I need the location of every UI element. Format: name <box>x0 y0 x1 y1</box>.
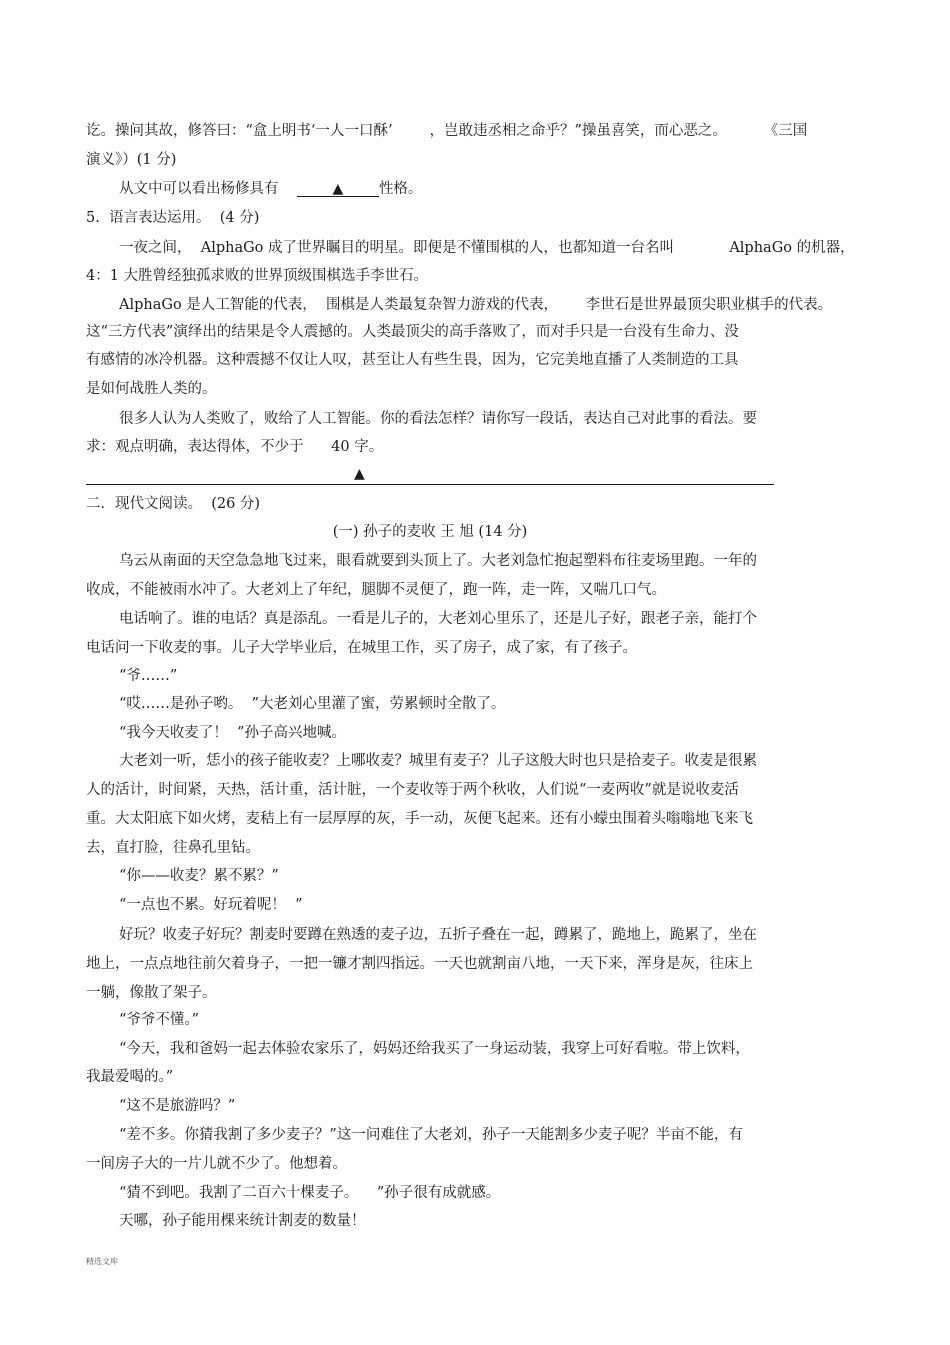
story-line: “哎……是孙子哟。 ”大老刘心里灌了蜜，劳累顿时全散了。 <box>119 696 506 712</box>
story-line: 地上，一点点地往前欠着身子，一把一镰才割四指远。一天也就割亩八地，一天下来，浑身是灰，往床上 <box>86 956 753 972</box>
story-line: 电话响了。谁的电话？真是添乱。一看是儿子的，大老刘心里乐了，还是儿子好，跟老子亲，能打个 <box>119 611 757 627</box>
fill-blank-line <box>119 179 422 199</box>
story-line: “差不多。你猜我割了多少麦子？”这一问难住了大老刘，孙子一天能割多少麦子呢？半亩不能，有 <box>119 1127 743 1143</box>
story-line: 一躺，像散了架子。 <box>86 985 217 1001</box>
story-line: “这不是旅游吗？” <box>119 1098 236 1114</box>
story-line: 去，直打脸，往鼻孔里钻。 <box>86 840 260 856</box>
story-line: 大老刘一听，恁小的孩子能收麦？上哪收麦？城里有麦子？儿子这般大时也只是拾麦子。收麦是很累 <box>119 753 757 769</box>
text-line: 求：观点明确，表达得体，不少于 40 字。 <box>86 439 384 455</box>
text-line: AlphaGo 是人工智能的代表， 围棋是人类最复杂智力游戏的代表， 李世石是世界最顶尖职业棋手的代表。 <box>119 297 833 313</box>
question-heading: 5. 语言表达运用。 (4 分) <box>86 210 260 226</box>
story-line: 电话问一下收麦的事。儿子大学毕业后，在城里工作，买了房子，成了家，有了孩子。 <box>86 640 637 656</box>
story-line: 乌云从南面的天空急急地飞过来，眼看就要到头顶上了。大老刘急忙抱起塑料布往麦场里跑。一年的 <box>119 553 757 569</box>
story-line: “我今天收麦了！ ”孙子高兴地喊。 <box>119 725 347 741</box>
story-line: 人的活计，时间紧，天热，活计重，活计脏，一个麦收等于两个秋收，人们说“一麦两收”就是说收麦活 <box>86 782 739 798</box>
page-footer: 精选文库 <box>86 1257 118 1266</box>
story-line: 我最爱喝的。” <box>86 1069 174 1085</box>
text-line: 讫。操问其故，修答曰：“盒上明书‘一人一口酥’ ，岂敢违丞相之命乎？”操虽喜笑，而心恶之。 《三国 <box>86 123 808 139</box>
story-line: “爷爷不懂。” <box>119 1012 200 1028</box>
story-line: 重。大太阳底下如火烤，麦秸上有一层厚厚的灰，手一动，灰便飞起来。还有小蠓虫围着头嗡嗡地飞来飞 <box>86 811 753 827</box>
section-heading: 二．现代文阅读。 (26 分) <box>86 496 261 512</box>
story-line: 好玩？收麦子好玩？割麦时要蹲在熟透的麦子边，五折子叠在一起，蹲累了，跪地上，跪累了，坐在 <box>119 927 757 943</box>
text-line: 很多人认为人类败了，败给了人工智能。你的看法怎样？请你写一段话，表达自己对此事的看法。要 <box>119 411 757 427</box>
text-fragment: 从文中可以看出杨修具有 <box>119 181 279 197</box>
answer-line <box>86 484 774 485</box>
story-line: “爷……” <box>119 668 178 684</box>
text-line: 有感情的冰冷机器。这种震撼不仅让人叹，甚至让人有些生畏，因为，它完美地直播了人类制造的工具 <box>86 352 739 368</box>
story-line: “一点也不累。好玩着呢！ ” <box>119 897 303 913</box>
answer-blank <box>297 179 379 197</box>
story-line: 天哪，孙子能用棵来统计割麦的数量！ <box>119 1213 366 1229</box>
text-line: 演义》）(1 分) <box>86 152 177 168</box>
text-line: 这“三方代表”演绎出的结果是令人震撼的。人类最顶尖的高手落败了，而对手只是一台没有生命力、没 <box>86 324 739 340</box>
story-line: 一间房子大的一片儿就不少了。他想着。 <box>86 1156 347 1172</box>
text-line: 一夜之间， AlphaGo 成了世界瞩目的明星。即便是不懂围棋的人，也都知道一台名叫 AlphaGo 的机器， <box>119 240 855 256</box>
triangle-marker-icon: ▲ <box>354 466 365 482</box>
story-line: “你——收麦？累不累？” <box>119 868 279 884</box>
text-line: 4：1 大胜曾经独孤求败的世界顶级围棋选手李世石。 <box>86 268 429 284</box>
story-title: (一) 孙子的麦收 王 旭 (14 分) <box>332 524 528 540</box>
triangle-marker-icon: ▲ <box>332 181 344 197</box>
story-line: “今天，我和爸妈一起去体验农家乐了，妈妈还给我买了一身运动装，我穿上可好看啦。带上饮料， <box>119 1041 750 1057</box>
story-line: “猜不到吧。我割了二百六十棵麦子。 ”孙子很有成就感。 <box>119 1185 501 1201</box>
text-line: 是如何战胜人类的。 <box>86 381 217 397</box>
text-fragment: 性格。 <box>378 181 423 197</box>
story-line: 收成，不能被雨水冲了。大老刘上了年纪，腿脚不灵便了，跑一阵，走一阵，又喘几口气。 <box>86 582 666 598</box>
